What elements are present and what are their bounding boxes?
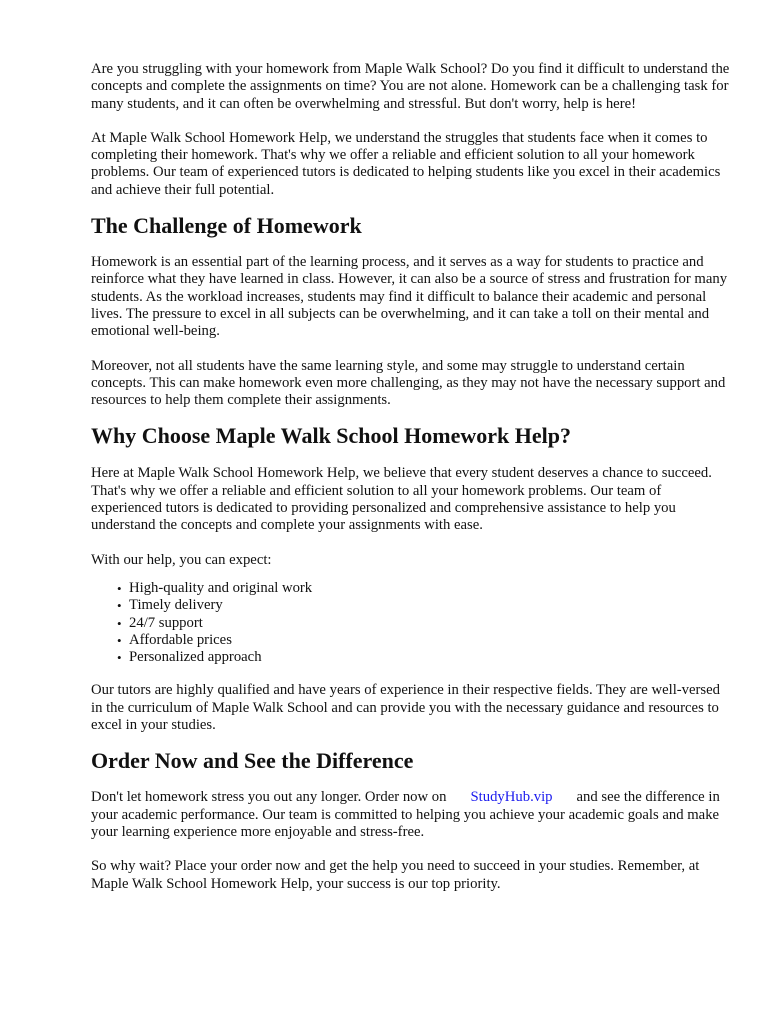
list-item <box>117 597 731 614</box>
bullet-icon: • <box>117 650 122 666</box>
challenge-heading: The Challenge of Homework <box>91 213 362 239</box>
list-item <box>117 632 731 649</box>
intro-paragraph-2: At Maple Walk School Homework Help, we understand the struggles that students face when it comes to completing their homework. That's why we offer a reliable and efficient solution to all your homework problems. Our team of experienced tutors is dedicated to helping students like you excel in their academics and achieve their full potential. <box>91 129 721 198</box>
order-text-before-link: Don't let homework stress you out any longer. Order now on <box>91 789 447 806</box>
feature-label: Affordable prices <box>129 631 232 648</box>
bullet-icon: • <box>117 580 122 596</box>
feature-list <box>91 580 731 666</box>
intro-paragraph-1: Are you struggling with your homework from Maple Walk School? Do you find it difficult to understand the concepts and complete the assignments on time? You are not alone. Homework can be a challenging task for many students, and it can often be overwhelming and stressful. But don't worry, help is here! <box>91 61 730 112</box>
why-paragraph-3: Our tutors are highly qualified and have years of experience in their respective fields. They are well-versed in the curriculum of Maple Walk School and can provide you with the necessary guidance and resources to excel in your studies. <box>91 682 720 734</box>
challenge-paragraph-1: Homework is an essential part of the learning process, and it serves as a way for students to practice and reinforce what they have learned in class. However, it can also be a source of stress and frustration for many students. As the workload increases, students may find it difficult to balance their academic and personal lives. The pressure to excel in all subjects can be overwhelming, and it can take a toll on their mental and emotional well-being. <box>91 254 728 340</box>
challenge-paragraph-2: Moreover, not all students have the same learning style, and some may struggle to understand certain concepts. This can make homework even more challenging, as they may not have the necessary support and resources to help them complete their assignments. <box>91 357 726 409</box>
order-heading: Order Now and See the Difference <box>91 748 414 774</box>
bullet-icon: • <box>117 598 122 614</box>
bullet-icon: • <box>117 615 122 631</box>
list-item <box>117 649 731 666</box>
why-expect-intro: With our help, you can expect: <box>91 551 272 568</box>
why-choose-heading: Why Choose Maple Walk School Homework Help? <box>91 423 571 449</box>
feature-label: High-quality and original work <box>129 579 313 596</box>
order-paragraph-1 <box>91 789 731 841</box>
studyhub-link[interactable]: StudyHub.vip <box>470 789 553 806</box>
feature-label: Timely delivery <box>129 597 223 614</box>
list-item <box>117 580 731 597</box>
order-paragraph-2: So why wait? Place your order now and get the help you need to succeed in your studies. Remember, at Maple Walk School Homework Help, your success is our top priority. <box>91 858 700 892</box>
order-text-after-link: and see the difference in your academic performance. Our team is committed to helping you achieve your academic goals and make your learning experience more enjoyable and stress-free. <box>91 789 720 840</box>
list-item <box>117 615 731 632</box>
feature-label: 24/7 support <box>129 614 203 631</box>
bullet-icon: • <box>117 632 122 648</box>
document-page <box>91 61 731 893</box>
why-paragraph-1: Here at Maple Walk School Homework Help, we believe that every student deserves a chance to succeed. That's why we offer a reliable and efficient solution to all your homework problems. Our team of experienced tutors is dedicated to providing personalized and comprehensive assistance to help you understand the concepts and complete your assignments with ease. <box>91 465 712 534</box>
feature-label: Personalized approach <box>129 649 262 666</box>
